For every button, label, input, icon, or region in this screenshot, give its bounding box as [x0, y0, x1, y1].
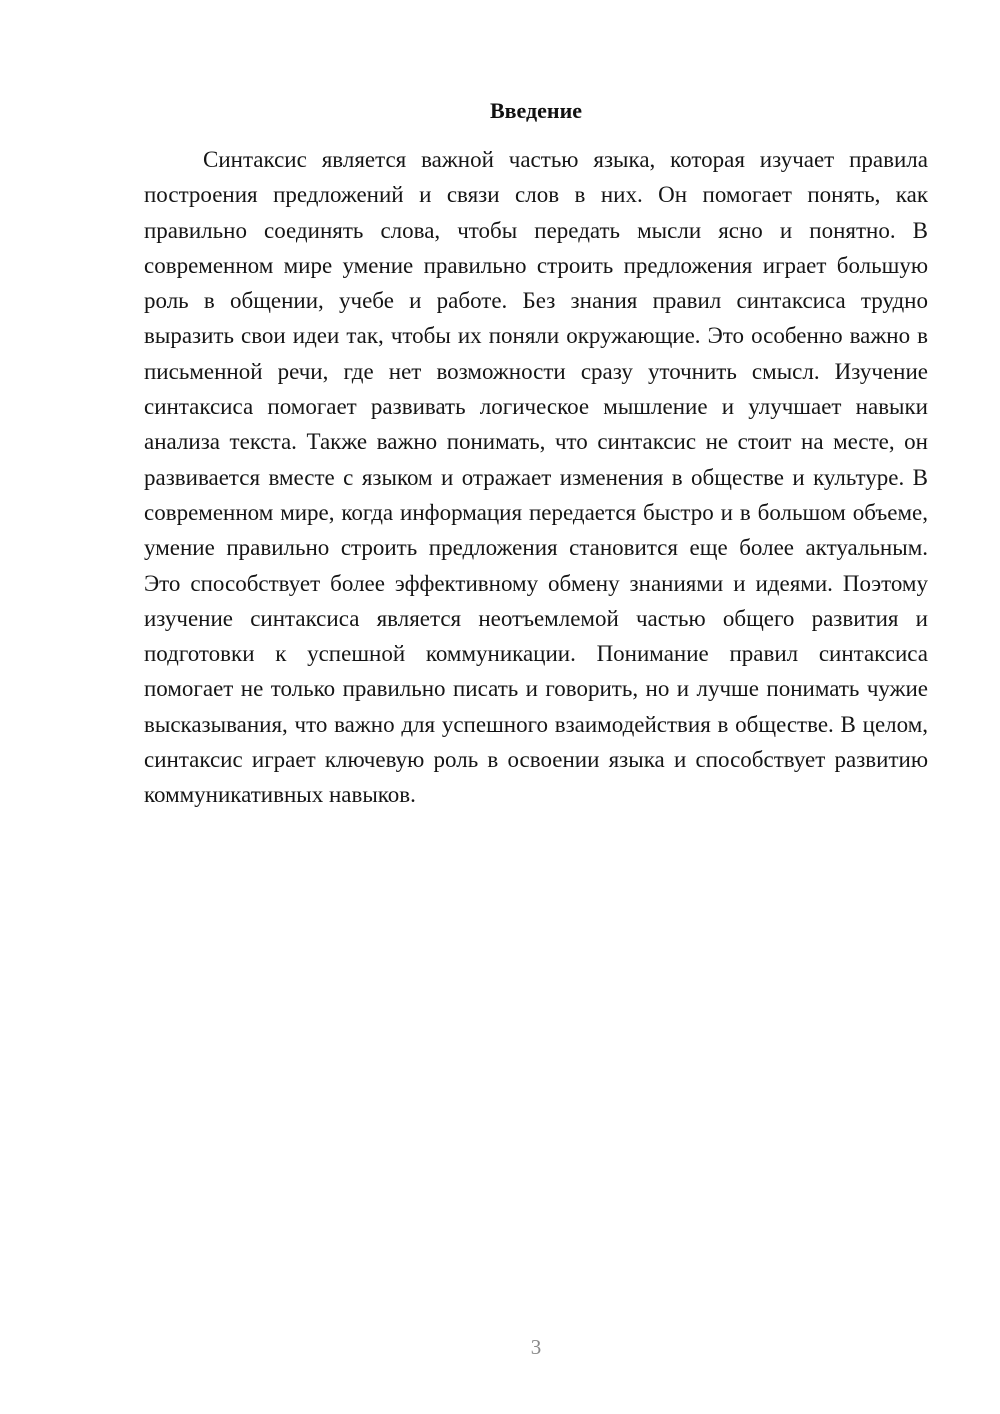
- body-paragraph: Синтаксис является важной частью языка, которая изучает правила построения предложений и связи слов в них. Он помогает понять, как правильно соединять слова, чтобы передать мысли ясно и понятно. В современном мире умение правильно строить предложения играет большую роль в общении, учебе и работе. Без знания правил синтаксиса трудно выразить свои идеи так, чтобы их поняли окружающие. Это особенно важно в письменной речи, где нет возможности сразу уточнить смысл. Изучение синтаксиса помогает развивать логическое мышление и улучшает навыки анализа текста. Также важно понимать, что синтаксис не стоит на месте, он развивается вместе с языком и отражает изменения в обществе и культуре. В современном мире, когда информация передается быстро и в большом объеме, умение правильно строить предложения становится еще более актуальным. Это способствует более эффективному обмену знаниями и идеями. Поэтому изучение синтаксиса является неотъемлемой частью общего развития и подготовки к успешной коммуникации. Понимание правил синтаксиса помогает не только правильно писать и говорить, но и лучше понимать чужие высказывания, что важно для успешного взаимодействия в обществе. В целом, синтаксис играет ключевую роль в освоении языка и способствует развитию коммуникативных навыков.: [144, 147, 928, 808]
- page-number: 3: [530, 1335, 542, 1359]
- section-heading: Введение: [489, 98, 583, 123]
